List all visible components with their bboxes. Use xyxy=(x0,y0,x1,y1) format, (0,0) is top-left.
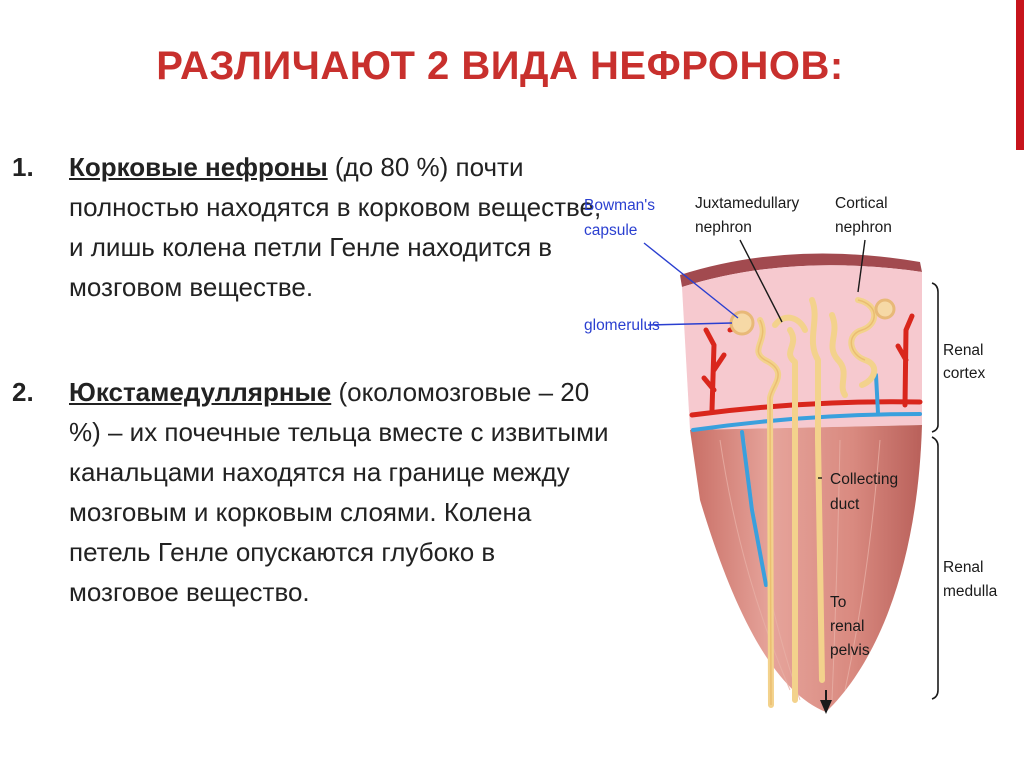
item-heading: Юкстамедуллярные xyxy=(69,377,332,407)
list-item-juxtamedullary xyxy=(12,372,612,612)
label-cortex-1: Renal xyxy=(943,342,984,359)
label-collecting-2: duct xyxy=(830,496,860,513)
item-body xyxy=(69,372,612,612)
label-juxta-2: nephron xyxy=(695,219,752,236)
item-number: 2. xyxy=(12,377,34,407)
item-text: (до 80 %) почти полностью находятся в корковом веществе, и лишь колена петли Генле находится в мозговом веществе. xyxy=(69,152,602,302)
glomerulus-cortical xyxy=(876,300,894,318)
item-number: 1. xyxy=(12,152,34,182)
corner-accent xyxy=(1016,0,1024,150)
slide-title: РАЗЛИЧАЮТ 2 ВИДА НЕФРОНОВ: xyxy=(156,44,844,88)
item-body xyxy=(69,147,612,307)
list-item-cortical xyxy=(12,147,612,307)
label-bowman-2: capsule xyxy=(584,222,638,239)
label-bowman-1: Bowman's xyxy=(584,197,656,214)
label-medulla-1: Renal xyxy=(943,559,984,576)
nephron-diagram xyxy=(578,185,1024,725)
label-pelvis-3: pelvis xyxy=(830,642,870,659)
label-glomerulus: glomerulus xyxy=(584,317,660,334)
label-collecting-1: Collecting xyxy=(830,471,899,488)
label-juxta-1: Juxtamedullary xyxy=(695,195,800,212)
label-pelvis-1: To xyxy=(830,594,847,611)
label-pelvis-2: renal xyxy=(830,618,865,635)
label-medulla-2: medulla xyxy=(943,583,998,600)
label-cortical-2: nephron xyxy=(835,219,892,236)
item-text: (околомозговые – 20 %) – их почечные тельца вместе с извитыми канальцами находятся на границе между мозговым и корковым слоями. Колена петель Генле опускаются глубоко в мозговое вещество. xyxy=(69,377,609,607)
label-cortical-1: Cortical xyxy=(835,195,888,212)
item-heading: Корковые нефроны xyxy=(69,152,328,182)
label-cortex-2: cortex xyxy=(943,365,986,382)
